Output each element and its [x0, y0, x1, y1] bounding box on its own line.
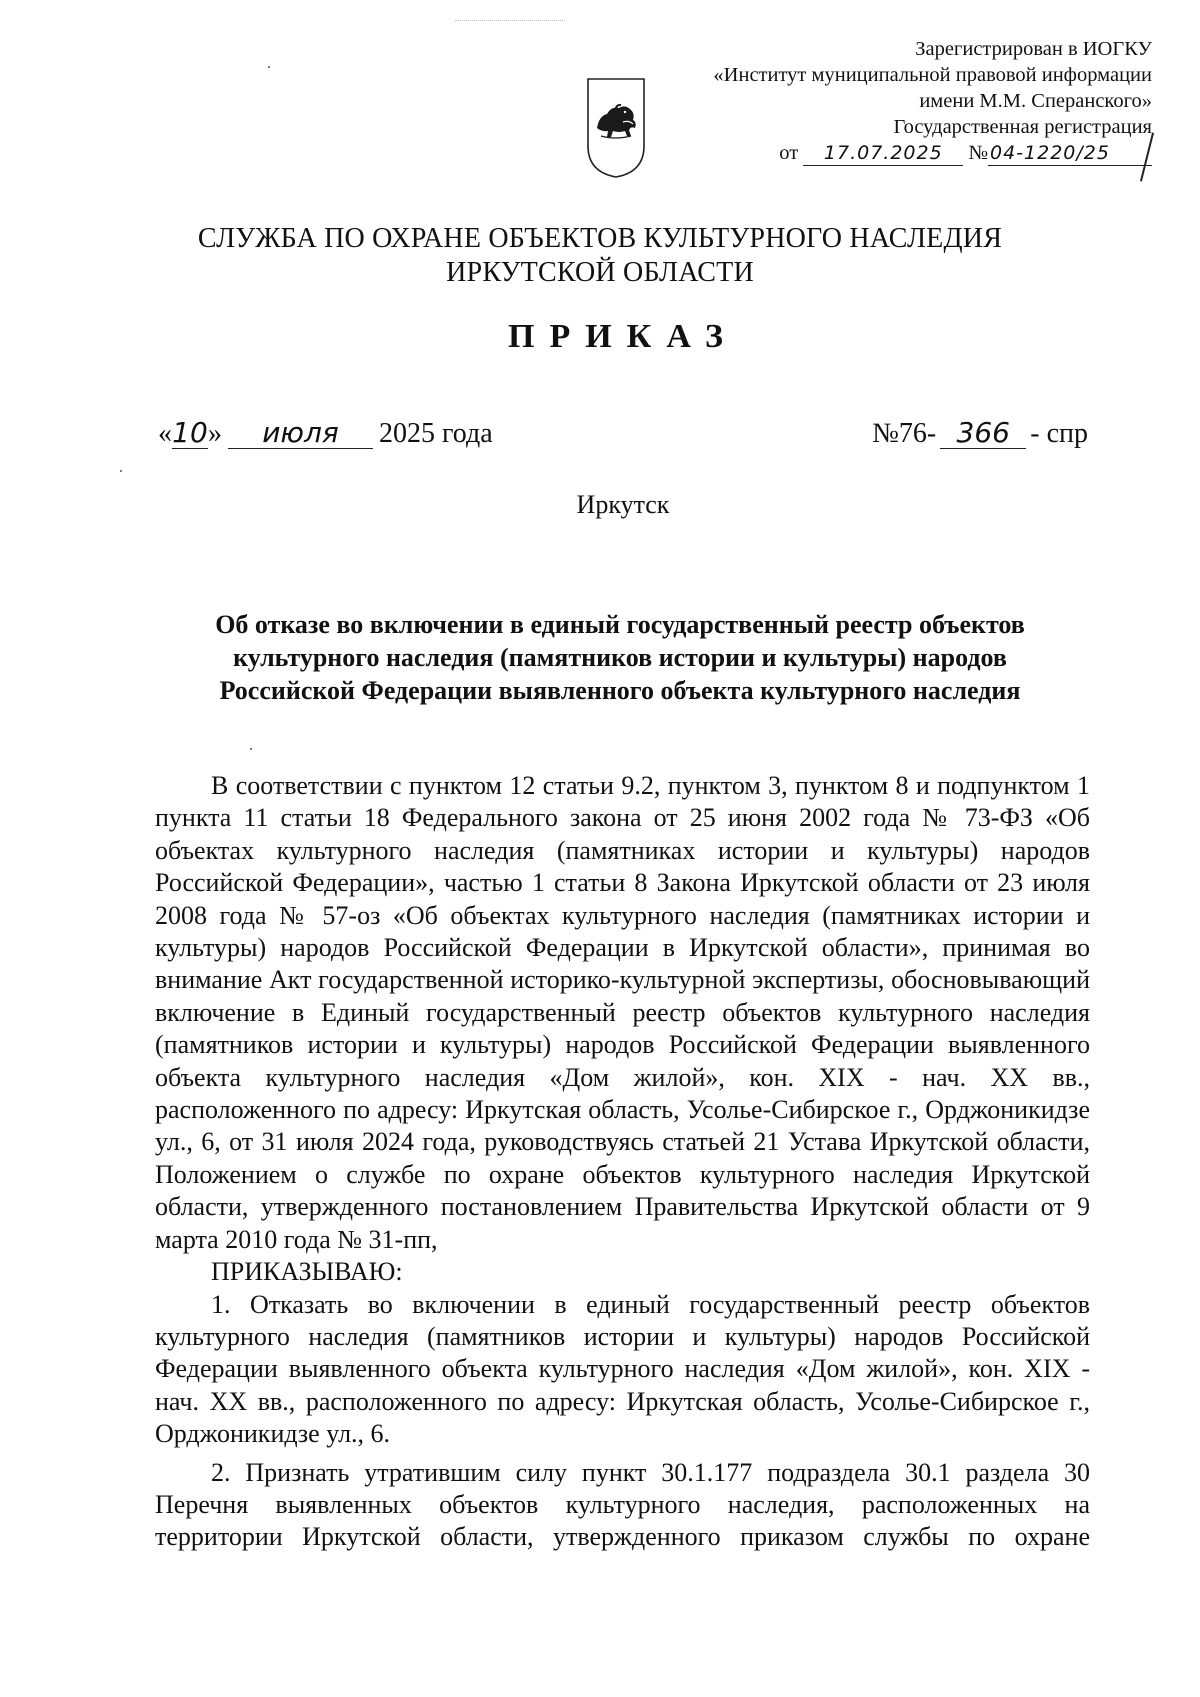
registration-line: Государственная регистрация — [893, 116, 1152, 138]
document-body — [155, 770, 1090, 1554]
registration-date-number-line — [713, 140, 1152, 166]
date-year: 2025 года — [379, 418, 493, 449]
order-word: ПРИКАЗЫВАЮ: — [211, 1257, 403, 1287]
registration-number-label: № — [968, 142, 988, 164]
scan-speck — [120, 470, 122, 472]
registration-line: «Институт муниципальной правовой информации — [713, 64, 1152, 86]
order-number-prefix: №76- — [872, 418, 937, 449]
order-number-value: 366 — [940, 418, 1026, 449]
preamble-paragraph: В соответствии с пунктом 12 статьи 9.2, пунктом 3, пунктом 8 и подпунктом 1 пункта 11 статьи 18 Федерального закона от 25 июня 2002 года № 73-ФЗ «Об объектах культурного наследия (памятниках истории и культуры) народов Российской Федерации», частью 1 статьи 8 Закона Иркутской области от 23 июля 2008 года № 57-оз «Об объектах культурного наследия (памятниках истории и культуры) народов Российской Федерации в Иркутской области», принимая во внимание Акт государственной историко-культурной экспертизы, обосновывающий включение в Единый государственный реестр объектов культурного наследия (памятников истории и культуры) народов Российской Федерации выявленного объекта культурного наследия «Дом жилой», кон. XIX - нач. XX вв., расположенного по адресу: Иркутская область, Усолье-Сибирское г., Орджоникидзе ул., 6, от 31 июля 2024 года, руководствуясь статьей 21 Устава Иркутской области, Положением о службе по охране объектов культурного наследия Иркутской области, утвержденного постановлением Правительства Иркутской области от 9 марта 2010 года № 31-пп, — [155, 771, 1090, 1254]
agency-name-line: СЛУЖБА ПО ОХРАНЕ ОБЪЕКТОВ КУЛЬТУРНОГО НАСЛЕДИЯ — [197, 223, 1003, 254]
registration-line: имени М.М. Сперанского» — [919, 90, 1152, 112]
order-item-2: 2. Признать утратившим силу пункт 30.1.177 подраздела 30.1 раздела 30 Перечня выявленных объектов культурного наследия, расположенных на территории Иркутской области, утвержденного приказом службы по охране — [155, 1457, 1090, 1552]
registration-number: 04-1220/25 — [988, 141, 1152, 166]
order-item-1: 1. Отказать во включении в единый государственный реестр объектов культурного наследия (памятников истории и культуры) народов Российской Федерации выявленного объекта культурного наследия «Дом жилой», кон. XIX - нач. XX вв., расположенного по адресу: Иркутская область, Усолье-Сибирское г., Орджоникидзе ул., 6. — [155, 1289, 1090, 1449]
title-line: культурного наследия (памятников истории и культуры) народов — [233, 643, 1007, 672]
coat-of-arms-icon — [585, 76, 647, 180]
date-month: июля — [228, 418, 373, 449]
city: Иркутск — [576, 490, 670, 519]
document-title — [140, 608, 1100, 707]
scan-artifact — [455, 20, 565, 21]
registration-date: 17.07.2025 — [803, 141, 963, 166]
agency-name — [0, 222, 1200, 290]
scan-speck — [268, 66, 270, 68]
registration-from-label: от — [779, 142, 799, 164]
registration-line: Зарегистрирован в ИОГКУ — [915, 38, 1152, 60]
date-open-quote: « — [158, 418, 172, 449]
agency-name-line: ИРКУТСКОЙ ОБЛАСТИ — [446, 257, 754, 288]
order-date — [158, 418, 493, 450]
title-line: Об отказе во включении в единый государственный реестр объектов — [215, 610, 1025, 639]
date-close-quote: » — [208, 418, 222, 449]
registration-stamp — [713, 36, 1152, 166]
document-type-heading: ПРИКАЗ — [508, 318, 738, 355]
title-line: Российской Федерации выявленного объекта культурного наследия — [219, 676, 1021, 705]
date-day: 10 — [172, 416, 208, 449]
order-number — [872, 418, 1088, 450]
scan-speck — [250, 748, 252, 750]
order-number-suffix: - спр — [1030, 418, 1088, 449]
